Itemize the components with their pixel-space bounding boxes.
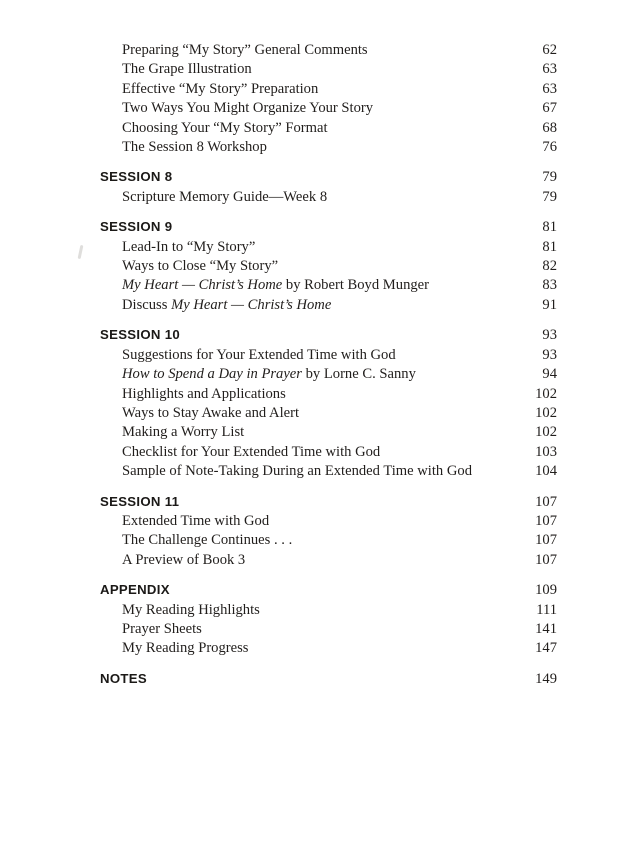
- toc-entry-title-italic-segment: How to Spend a Day in Prayer: [122, 366, 302, 383]
- toc-section: [100, 325, 557, 481]
- toc-entry-page-number: 63: [542, 61, 557, 78]
- table-of-contents: [100, 41, 557, 689]
- toc-entry-title: [100, 620, 202, 639]
- toc-entry-title-segment: Ways to Close “My Story”: [122, 258, 279, 275]
- toc-entry-title-segment: Discuss: [122, 296, 172, 313]
- toc-section-heading-row: [100, 669, 557, 689]
- toc-entry-title-segment: Preparing “My Story” General Comments: [122, 42, 368, 58]
- toc-entry-title-segment: My Reading Highlights: [122, 601, 260, 618]
- toc-entry-title-segment: A Preview of Book 3: [122, 551, 246, 568]
- section-page-number: 79: [542, 169, 557, 186]
- section-page-number: 109: [535, 582, 557, 599]
- toc-section-heading-row: [100, 492, 557, 512]
- toc-entry-page-number: 102: [535, 385, 557, 402]
- toc-entry-row: [100, 60, 557, 79]
- toc-entry-title-italic-segment: My Heart — Christ’s Home: [122, 277, 283, 294]
- toc-entry-title: [100, 404, 299, 423]
- toc-entry-row: [100, 385, 557, 404]
- toc-entry-title-segment: The Challenge Continues . . .: [122, 532, 293, 549]
- toc-entry-page-number: 102: [535, 424, 557, 441]
- toc-entry-title: [100, 119, 328, 138]
- section-page-number: 107: [535, 493, 557, 510]
- section-page-number: 93: [542, 327, 557, 344]
- toc-entry-row: [100, 238, 557, 257]
- toc-entry-row: [100, 365, 557, 384]
- toc-section-heading-row: [100, 580, 557, 600]
- toc-entry-row: [100, 462, 557, 481]
- toc-entry-row: [100, 620, 557, 639]
- toc-section: [100, 580, 557, 659]
- toc-entry-row: [100, 41, 557, 60]
- toc-entry-page-number: 82: [542, 258, 557, 275]
- toc-entry-row: [100, 551, 557, 570]
- toc-entry-title: [100, 443, 380, 462]
- toc-entry-title-segment: Scripture Memory Guide—Week 8: [122, 188, 328, 205]
- toc-entry-page-number: 76: [542, 139, 557, 156]
- toc-entry-title: [100, 639, 248, 658]
- toc-entry-row: [100, 276, 557, 295]
- toc-entry-page-number: 68: [542, 119, 557, 136]
- toc-entry-row: [100, 296, 557, 315]
- toc-entry-title: [100, 257, 278, 276]
- toc-entry-title-segment: My Reading Progress: [122, 640, 249, 657]
- toc-entry-title-segment: Ways to Stay Awake and Alert: [122, 404, 300, 421]
- toc-section-heading-row: [100, 217, 557, 237]
- toc-entry-title-segment: Two Ways You Might Organize Your Story: [122, 100, 374, 117]
- toc-entry-title-segment: Suggestions for Your Extended Time with God: [122, 346, 396, 363]
- toc-entry-title-segment: Choosing Your “My Story” Format: [122, 119, 328, 136]
- toc-entry-title: [100, 423, 244, 442]
- toc-section-heading-row: [100, 325, 557, 345]
- toc-entry-title: [100, 138, 267, 157]
- toc-entry-row: [100, 346, 557, 365]
- toc-section: [100, 492, 557, 571]
- toc-entry-title: [100, 80, 318, 99]
- toc-entry-page-number: 63: [542, 80, 557, 97]
- toc-entry-title-segment: Checklist for Your Extended Time with God: [122, 443, 381, 460]
- toc-entry-title-segment: Prayer Sheets: [122, 620, 202, 637]
- section-heading: SESSION 8: [100, 169, 173, 185]
- toc-entry-row: [100, 443, 557, 462]
- toc-entry-title: [100, 365, 416, 384]
- toc-entry-title-segment: Making a Worry List: [122, 424, 245, 441]
- toc-entry-row: [100, 80, 557, 99]
- toc-entry-page-number: 94: [542, 366, 557, 383]
- toc-entry-row: [100, 639, 557, 658]
- toc-entry-title-segment: by Lorne C. Sanny: [301, 366, 416, 383]
- toc-entry-title-segment: Highlights and Applications: [122, 385, 286, 402]
- toc-entry-title-segment: The Grape Illustration: [122, 61, 252, 78]
- toc-entry-title: [100, 41, 368, 60]
- toc-section: [100, 167, 557, 207]
- toc-entry-page-number: 107: [535, 551, 557, 568]
- toc-entry-page-number: 141: [535, 620, 557, 637]
- toc-entry-page-number: 104: [535, 463, 557, 480]
- toc-entry-title: [100, 238, 255, 257]
- toc-entry-title: [100, 512, 269, 531]
- toc-entry-title-segment: Sample of Note-Taking During an Extended Time with God: [122, 463, 472, 480]
- section-heading: SESSION 11: [100, 493, 180, 509]
- toc-entry-page-number: 147: [535, 640, 557, 657]
- toc-entry-title: [100, 296, 331, 315]
- toc-section: [100, 217, 557, 315]
- toc-entry-row: [100, 119, 557, 138]
- toc-entry-title: [100, 99, 373, 118]
- toc-entry-title-italic-segment: My Heart — Christ’s Home: [171, 296, 332, 313]
- toc-entry-page-number: 67: [542, 100, 557, 117]
- toc-entry-row: [100, 404, 557, 423]
- toc-entry-title: [100, 462, 472, 481]
- section-page-number: 81: [542, 219, 557, 236]
- toc-entry-page-number: 83: [542, 277, 557, 294]
- toc-entry-page-number: 91: [542, 296, 557, 313]
- toc-entry-title-segment: Effective “My Story” Preparation: [122, 80, 319, 97]
- toc-entry-title: [100, 346, 396, 365]
- toc-entry-title-segment: by Robert Boyd Munger: [282, 277, 430, 294]
- toc-entry-page-number: 93: [542, 346, 557, 363]
- toc-section-heading-row: [100, 167, 557, 187]
- toc-section: [100, 41, 557, 157]
- toc-entry-page-number: 81: [542, 238, 557, 255]
- section-heading: APPENDIX: [100, 582, 170, 598]
- toc-entry-title-segment: The Session 8 Workshop: [122, 139, 267, 156]
- toc-entry-title: [100, 60, 252, 79]
- toc-entry-row: [100, 531, 557, 550]
- scan-smudge: [78, 245, 84, 259]
- toc-entry-title-segment: Lead-In to “My Story”: [122, 238, 256, 255]
- toc-entry-title: [100, 188, 327, 207]
- toc-entry-title: [100, 601, 260, 620]
- toc-entry-row: [100, 512, 557, 531]
- toc-entry-page-number: 107: [535, 532, 557, 549]
- toc-entry-row: [100, 601, 557, 620]
- section-page-number: 149: [535, 670, 557, 687]
- toc-entry-title: [100, 531, 292, 550]
- section-heading: NOTES: [100, 670, 147, 686]
- toc-entry-title: [100, 276, 429, 295]
- section-heading: SESSION 9: [100, 219, 173, 235]
- toc-entry-title: [100, 385, 286, 404]
- toc-section: [100, 669, 557, 689]
- toc-entry-page-number: 62: [542, 42, 557, 58]
- toc-entry-page-number: 107: [535, 512, 557, 529]
- toc-entry-page-number: 79: [542, 188, 557, 205]
- toc-entry-page-number: 111: [536, 601, 557, 618]
- toc-entry-row: [100, 188, 557, 207]
- toc-entry-page-number: 102: [535, 404, 557, 421]
- toc-entry-title-segment: Extended Time with God: [122, 512, 270, 529]
- toc-entry-row: [100, 423, 557, 442]
- toc-entry-title: [100, 551, 245, 570]
- toc-entry-row: [100, 99, 557, 118]
- toc-entry-row: [100, 138, 557, 157]
- toc-entry-row: [100, 257, 557, 276]
- section-heading: SESSION 10: [100, 327, 180, 343]
- toc-entry-page-number: 103: [535, 443, 557, 460]
